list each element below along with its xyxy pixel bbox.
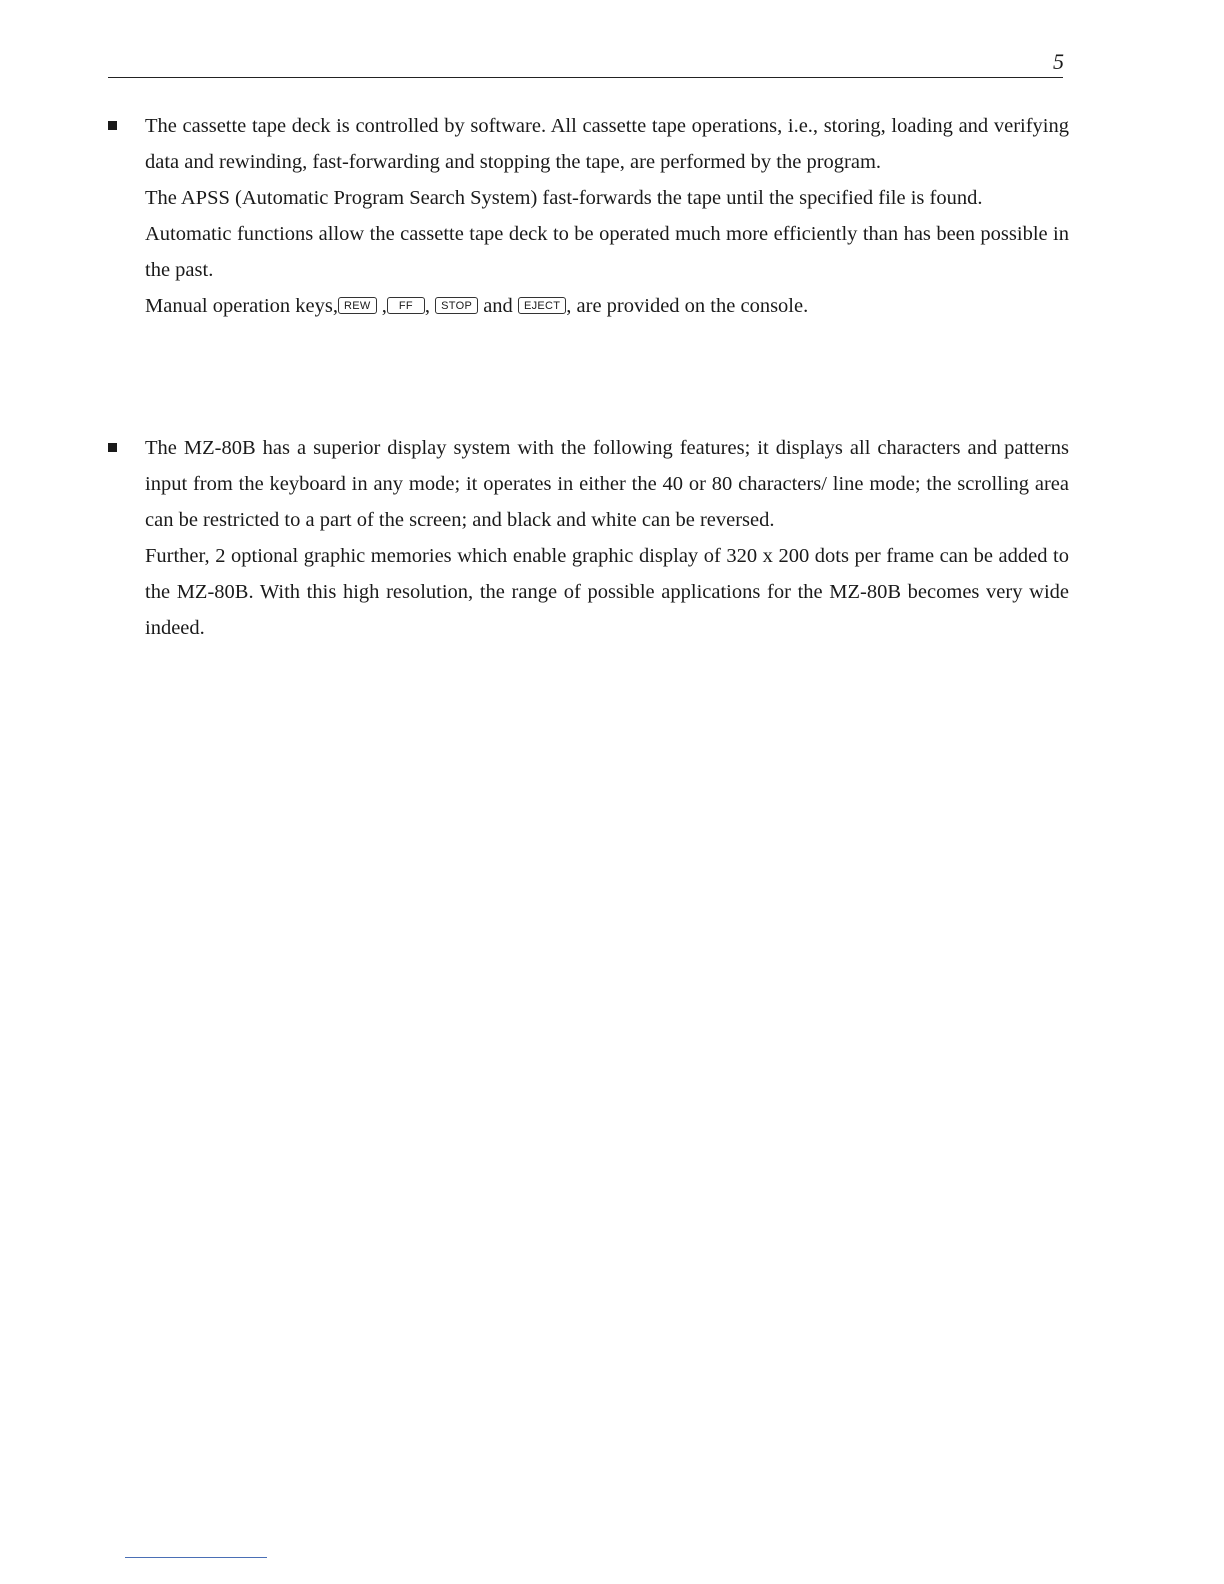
paragraph: The APSS (Automatic Program Search System) fast-forwards the tape until the specified file is found. bbox=[145, 187, 983, 209]
key-rew: REW bbox=[338, 297, 377, 314]
bullet-icon bbox=[108, 443, 117, 452]
paragraph: The cassette tape deck is controlled by software. All cassette tape operations, i.e., storing, loading and verifying data and rewinding, fast-forwarding and stopping the tape, are performed by the program. bbox=[145, 115, 1069, 173]
page-number: 5 bbox=[1053, 49, 1064, 74]
footnote-rule bbox=[125, 1557, 267, 1558]
section-cassette bbox=[145, 108, 1069, 324]
paragraph: The MZ-80B has a superior display system with the following features; it displays all characters and patterns input from the keyboard in any mode; it operates in either the 40 or 80 characters/ line mode; the scrolling area can be restricted to a part of the screen; and black and white can be reversed. bbox=[145, 437, 1069, 531]
keys-line-separator: , bbox=[381, 295, 387, 317]
paragraph: Automatic functions allow the cassette tape deck to be operated much more efficiently than has been possible in the past. bbox=[145, 223, 1069, 281]
keys-line-and: and bbox=[483, 295, 513, 317]
key-stop: STOP bbox=[435, 297, 478, 314]
key-eject: EJECT bbox=[518, 297, 566, 314]
header-rule bbox=[108, 77, 1063, 78]
bullet-icon bbox=[108, 121, 117, 130]
manual-keys-line bbox=[145, 288, 1069, 324]
keys-line-prefix: Manual operation keys, bbox=[145, 295, 338, 317]
keys-line-suffix: , are provided on the console. bbox=[566, 295, 809, 317]
keys-line-separator: , bbox=[424, 295, 430, 317]
key-ff: FF bbox=[387, 297, 425, 314]
paragraph: Further, 2 optional graphic memories which enable graphic display of 320 x 200 dots per frame can be added to the MZ-80B. With this high resolution, the range of possible applications for the MZ-80B becomes very wide indeed. bbox=[145, 545, 1069, 639]
section-display bbox=[145, 430, 1069, 646]
